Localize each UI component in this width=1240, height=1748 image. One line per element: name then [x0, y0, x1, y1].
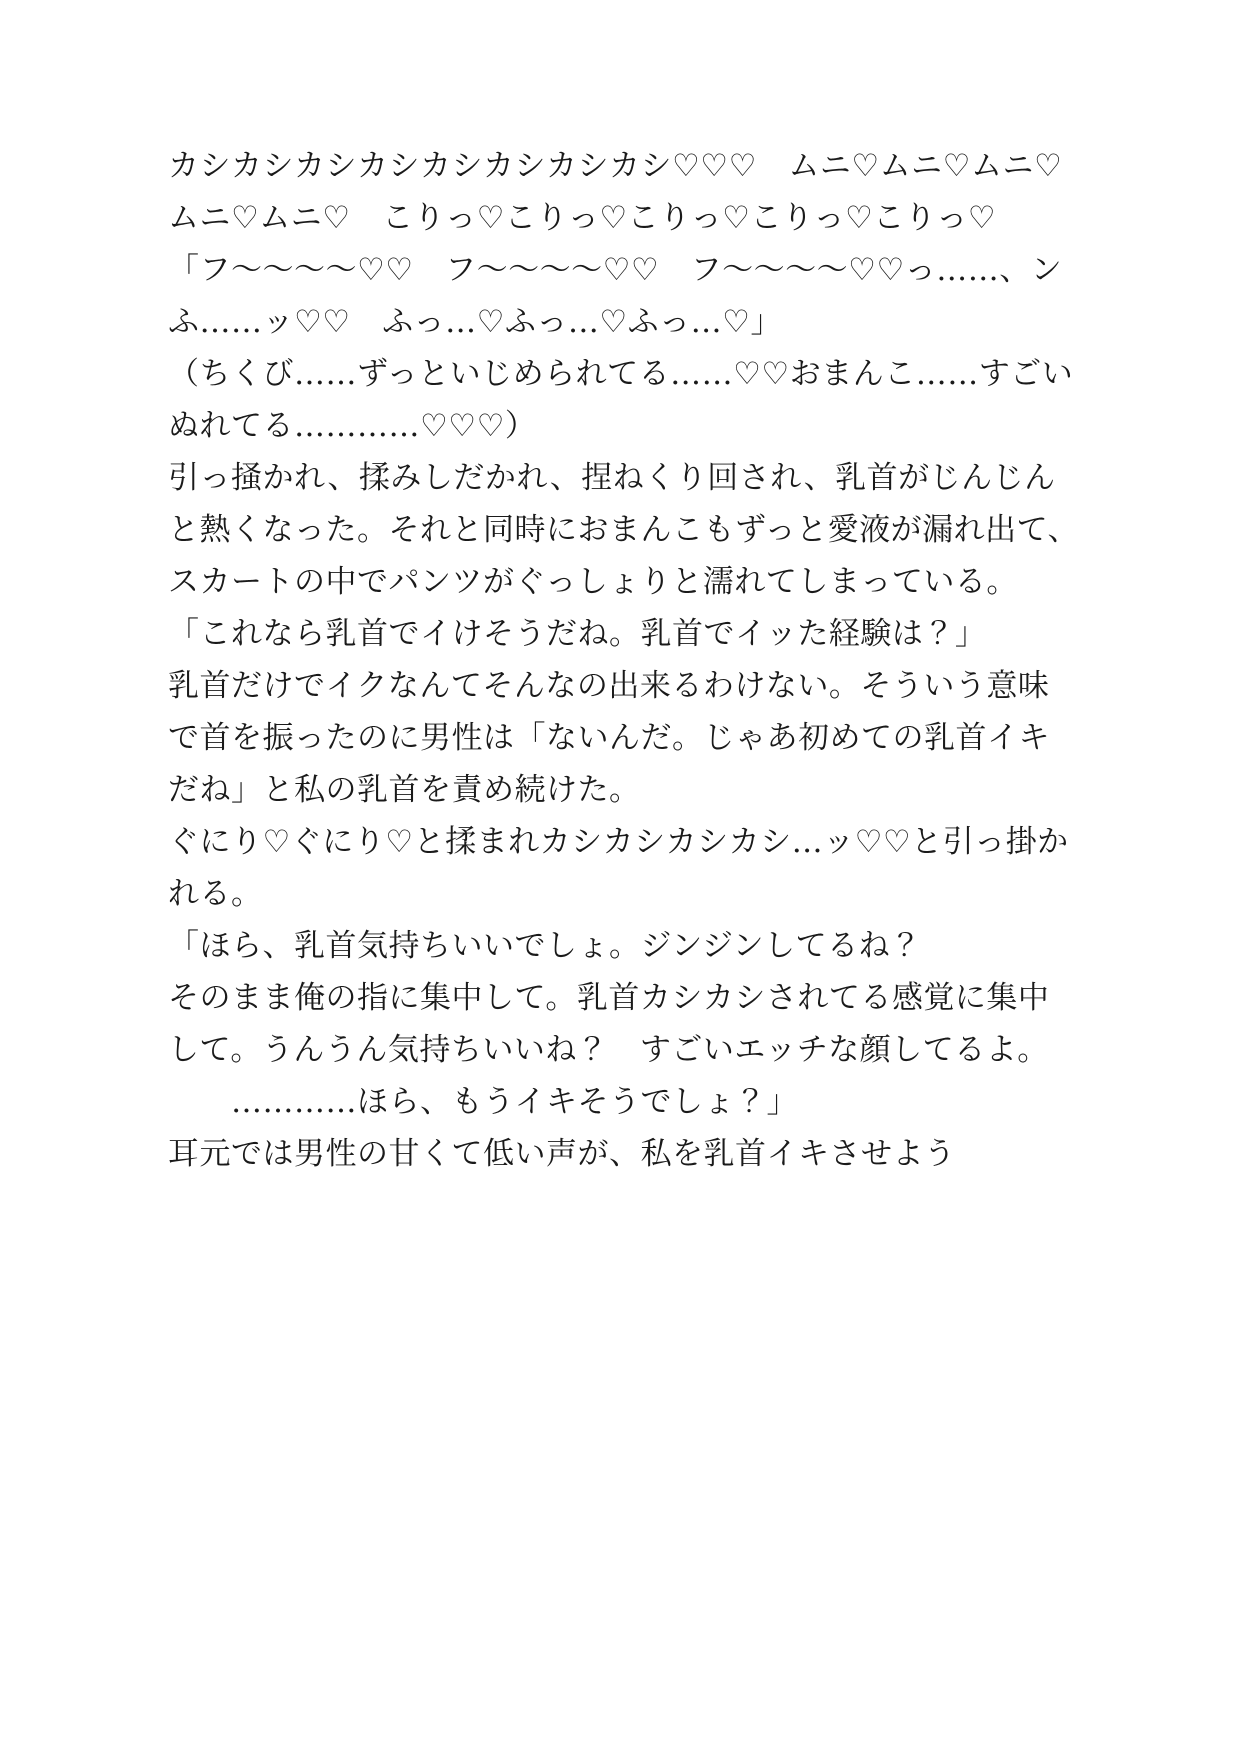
paragraph-5: 「これなら乳首でイけそうだね。乳首でイッた経験は？」 [168, 616, 987, 652]
paragraph-11: 耳元では男性の甘くて低い声が、私を乳首イキさせよう [168, 1136, 956, 1172]
paragraph-8: 「ほら、乳首気持ちいいでしょ。ジンジンしてるね？ [168, 928, 922, 964]
paragraph-6: 乳首だけでイクなんてそんなの出来るわけない。そういう意味で首を振ったのに男性は「ないんだ。じゃあ初めての乳首イキだね」と私の乳首を責め続けた。 [168, 668, 1050, 808]
paragraph-4: 引っ掻かれ、揉みしだかれ、捏ねくり回され、乳首がじんじんと熱くなった。それと同時におまんこもずっと愛液が漏れ出て、スカートの中でパンツがぐっしょりと濡れてしまっている。 [168, 460, 1080, 600]
paragraph-7: ぐにり♡ぐにり♡と揉まれカシカシカシカシ…ッ♡♡と引っ掛かれる。 [168, 824, 1069, 912]
paragraph-9: そのまま俺の指に集中して。乳首カシカシされてる感覚に集中して。うんうん気持ちいいね？ すごいエッチな顔してるよ。 [168, 980, 1050, 1068]
text-column [168, 140, 1080, 1180]
paragraph-2: 「フ〜〜〜〜♡♡ フ〜〜〜〜♡♡ フ〜〜〜〜♡♡っ……、ンふ……ッ♡♡ ふっ…♡ふっ…♡ふっ…♡」 [168, 252, 1063, 340]
paragraph-3: （ちくび……ずっといじめられてる……♡♡おまんこ……すごいぬれてる…………♡♡♡） [168, 356, 1074, 444]
paragraph-1: カシカシカシカシカシカシカシカシ♡♡♡ ムニ♡ムニ♡ムニ♡ムニ♡ムニ♡ こりっ♡こりっ♡こりっ♡こりっ♡こりっ♡ [168, 148, 1063, 236]
paragraph-10: …………ほら、もうイキそうでしょ？」 [168, 1084, 798, 1120]
